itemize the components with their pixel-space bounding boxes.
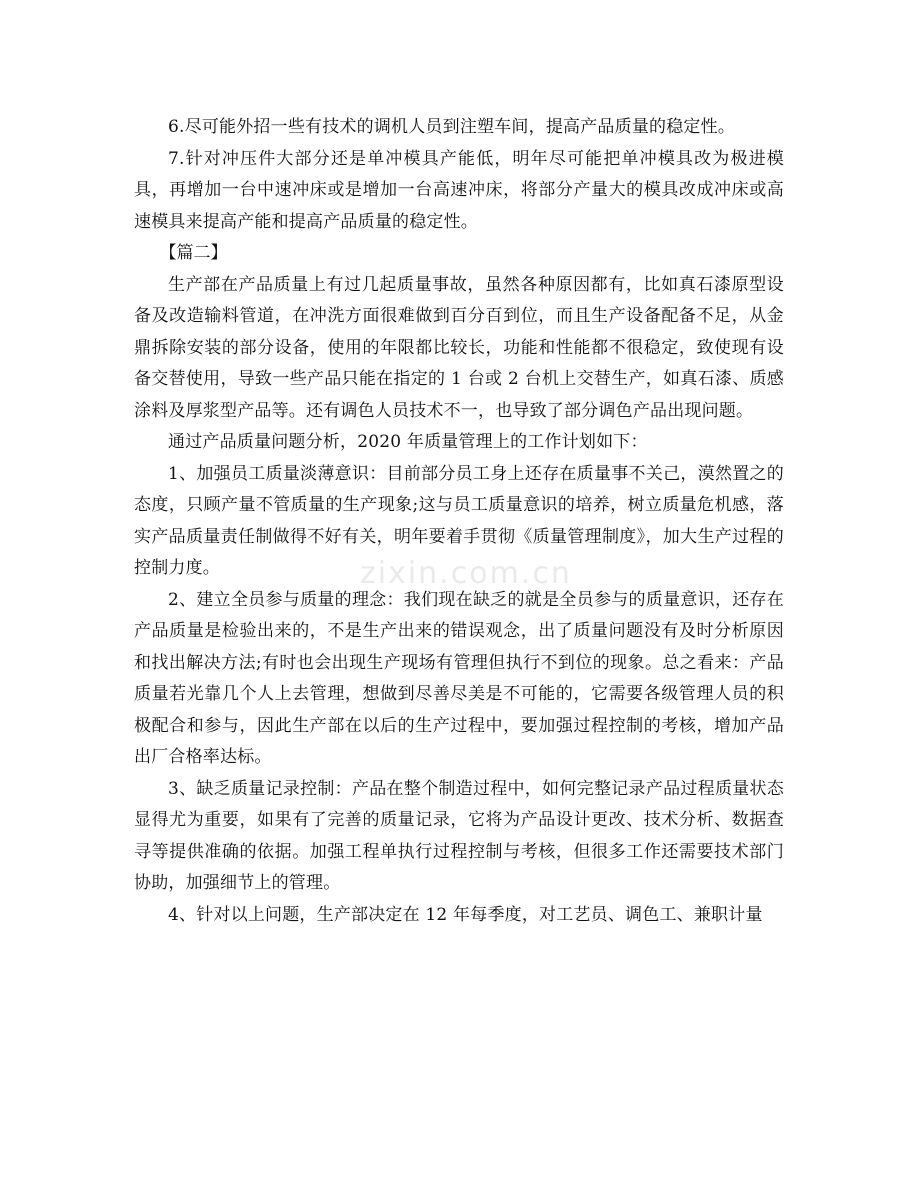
paragraph-item-6: 6.尽可能外招一些有技术的调机人员到注塑车间，提高产品质量的稳定性。: [168, 117, 736, 137]
paragraph-intro: 生产部在产品质量上有过几起质量事故，虽然各种原因都有，比如真石漆原型设备及改造输料管道，在冲洗方面很难做到百分百到位，而且生产设备配备不足，从金鼎拆除安装的部分设备，使用的年限都比较长，功能和性能都不很稳定，致使现有设备交替使用，导致一些产品只能在指定的 1 台或 2 台机上交替生产，如真石漆、质感涂料及厚浆型产品等。还有调色人员技术不一，也导致了部分调色产品出现问题。: [134, 274, 784, 421]
paragraph-plan-3: 3、缺乏质量记录控制：产品在整个制造过程中，如何完整记录产品过程质量状态显得尤为重要，如果有了完善的质量记录，它将为产品设计更改、技术分析、数据查寻等提供准确的依据。加强工程单执行过程控制与考核，但很多工作还需要技术部门协助，加强细节上的管理。: [134, 778, 784, 893]
paragraph-plan-2: 2、建立全员参与质量的理念：我们现在缺乏的就是全员参与的质量意识，还存在产品质量是检验出来的，不是生产出来的错误观念，出了质量问题没有及时分析原因和找出解决方法;有时也会出现生产现场有管理但执行不到位的现象。总之看来：产品质量若光靠几个人上去管理，想做到尽善尽美是不可能的，它需要各级管理人员的积极配合和参与，因此生产部在以后的生产过程中，要加强过程控制的考核，增加产品出厂合格率达标。: [134, 589, 784, 767]
paragraph-plan-1: 1、加强员工质量淡薄意识：目前部分员工身上还存在质量事不关己，漠然置之的态度，只顾产量不管质量的生产现象;这与员工质量意识的培养，树立质量危机感，落实产品质量责任制做得不好有关，明年要着手贯彻《质量管理制度》，加大生产过程的控制力度。: [134, 463, 784, 578]
paragraph-plan-intro: 通过产品质量问题分析，2020 年质量管理上的工作计划如下：: [168, 432, 648, 452]
document-body: [134, 112, 784, 931]
paragraph-plan-4: 4、针对以上问题，生产部决定在 12 年每季度，对工艺员、调色工、兼职计量: [168, 904, 763, 925]
watermark-text: zixin.com.cn: [360, 556, 572, 591]
paragraph-item-7: 7.针对冲压件大部分还是单冲模具产能低，明年尽可能把单冲模具改为极进模具，再增加一台中速冲床或是增加一台高速冲床，将部分产量大的模具改成冲床或高速模具来提高产能和提高产品质量的稳定性。: [134, 148, 784, 232]
section-heading: 【篇二】: [159, 243, 228, 263]
